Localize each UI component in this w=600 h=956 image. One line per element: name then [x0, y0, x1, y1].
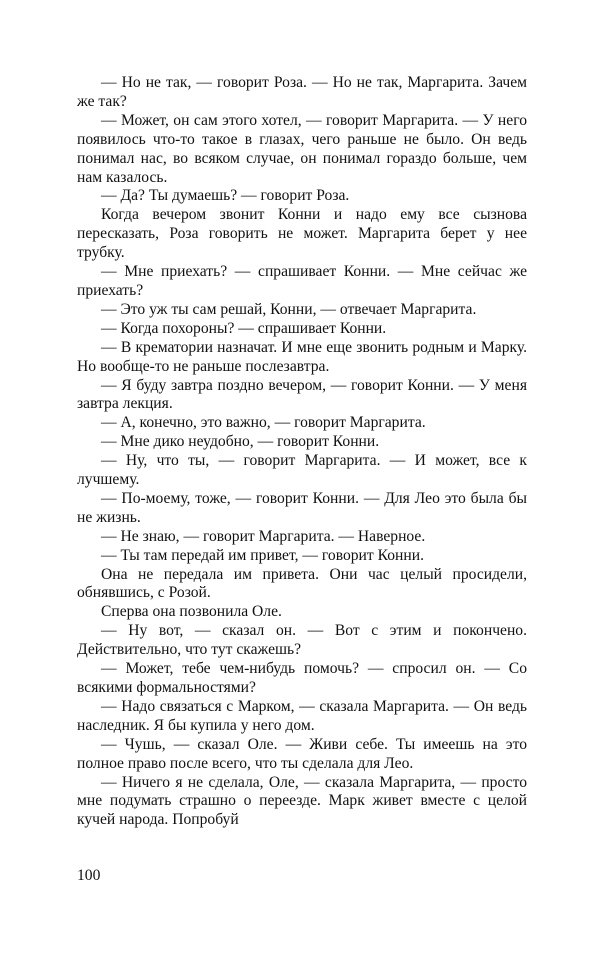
paragraph: — А, конечно, это важно, — говорит Маргарита.: [101, 414, 426, 432]
body-text: [77, 74, 527, 830]
paragraph: — Может, он сам этого хотел, — говорит Маргарита. — У него появилось что-то такое в глазах, чего раньше не было. Он ведь понимал нас, во всяком случае, он понимал гораздо больше, чем нам казалось.: [77, 111, 527, 186]
paragraph: — Это уж ты сам решай, Конни, — отвечает Маргарита.: [101, 300, 477, 318]
paragraph: Когда вечером звонит Конни и надо ему все сызнова пересказать, Роза говорить не может. Маргарита берет у нее трубку.: [77, 206, 527, 262]
paragraph: — Когда похороны? — спрашивает Конни.: [101, 319, 387, 337]
paragraph: — В крематории назначат. И мне еще звонить родным и Марку. Но вообще-то не раньше послезавтра.: [77, 338, 527, 375]
paragraph: — Ну вот, — сказал он. — Вот с этим и покончено. Действительно, что тут скажешь?: [77, 622, 527, 659]
paragraph: — Надо связаться с Марком, — сказала Маргарита. — Он ведь наследник. Я бы купила у него дом.: [77, 697, 527, 734]
paragraph: — Не знаю, — говорит Маргарита. — Наверное.: [101, 527, 426, 545]
paragraph: — Чушь, — сказал Оле. — Живи себе. Ты имеешь на это полное право после всего, что ты сделала для Лео.: [77, 735, 527, 772]
paragraph: — Может, тебе чем-нибудь помочь? — спросил он. — Со всякими формальностями?: [77, 660, 527, 696]
paragraph: — Ничего я не сделала, Оле, — сказала Маргарита, — просто мне подумать страшно о переезде. Марк живет вместе с целой кучей народа. Попробуй: [77, 773, 527, 829]
paragraph: — Мне дико неудобно, — говорит Конни.: [101, 433, 380, 451]
paragraph: — Но не так, — говорит Роза. — Но не так, Маргарита. Зачем же так?: [77, 74, 527, 110]
paragraph: — Я буду завтра поздно вечером, — говорит Конни. — У меня завтра лекция.: [77, 376, 527, 413]
paragraph: — Ну, что ты, — говорит Маргарита. — И может, все к лучшему.: [77, 452, 527, 489]
paragraph: — Мне приехать? — спрашивает Конни. — Мне сейчас же приехать?: [77, 263, 527, 299]
page-number: 100: [77, 867, 101, 884]
paragraph: — Ты там передай им привет, — говорит Конни.: [101, 546, 424, 564]
paragraph: Сперва она позвонила Оле.: [101, 603, 282, 621]
paragraph: Она не передала им привета. Они час целый просидели, обнявшись, с Розой.: [77, 565, 527, 602]
paragraph: — Да? Ты думаешь? — говорит Роза.: [101, 187, 350, 205]
paragraph: — По-моему, тоже, — говорит Конни. — Для Лео это была бы не жизнь.: [77, 489, 527, 526]
